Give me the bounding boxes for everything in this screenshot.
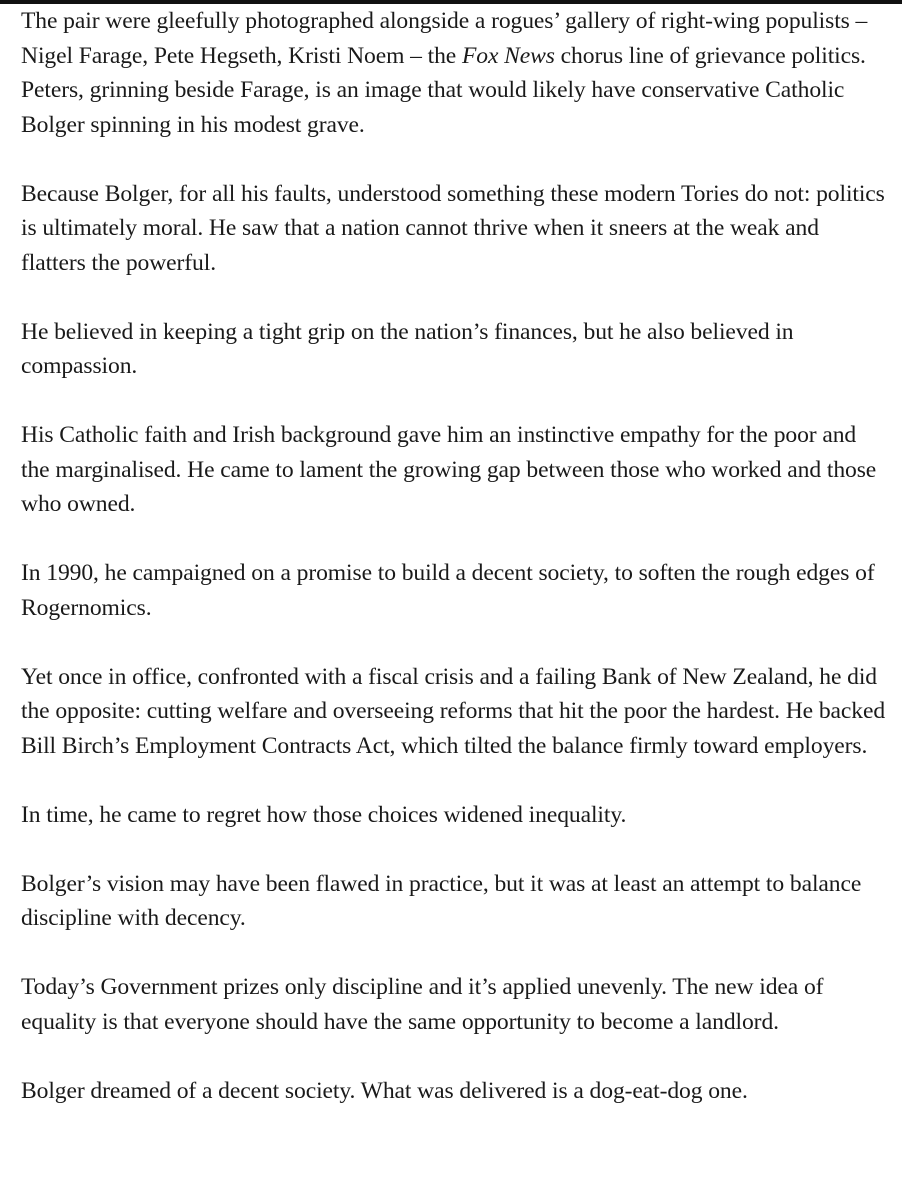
paragraph-2: Because Bolger, for all his faults, understood something these modern Tories do not: politics is ultimately moral. He saw that a nation cannot thrive when it sneers at the weak and flatters the powerful. xyxy=(21,180,885,276)
paragraph-9: Today’s Government prizes only discipline and it’s applied unevenly. The new idea of equality is that everyone should have the same opportunity to become a landlord. xyxy=(21,974,824,1035)
article-body xyxy=(21,4,887,1108)
paragraph-1 xyxy=(21,4,887,142)
paragraph-4: His Catholic faith and Irish background gave him an instinctive empathy for the poor and the marginalised. He came to lament the growing gap between those who worked and those who owned. xyxy=(21,422,877,517)
paragraph-1-text-start: The pair were gleefully photographed alongside a rogues’ gallery of right-wing populists – Nigel Farage, Pete Hegseth, Kristi Noem – the xyxy=(21,8,868,69)
paragraph-7: In time, he came to regret how those choices widened inequality. xyxy=(21,801,627,828)
paragraph-3: He believed in keeping a tight grip on the nation’s finances, but he also believed in compassion. xyxy=(21,318,794,379)
paragraph-5: In 1990, he campaigned on a promise to build a decent society, to soften the rough edges of Rogernomics. xyxy=(21,560,875,621)
paragraph-10: Bolger dreamed of a decent society. What was delivered is a dog-eat-dog one. xyxy=(21,1077,748,1104)
paragraph-6: Yet once in office, confronted with a fiscal crisis and a failing Bank of New Zealand, he did the opposite: cutting welfare and overseeing reforms that hit the poor the hardest. He backed Bill Birch’s Employment Contracts Act, which tilted the balance firmly toward employers. xyxy=(21,663,886,759)
publication-name-italic: Fox News xyxy=(461,42,555,69)
paragraph-1-text-end: chorus line of grievance politics. Peters, grinning beside Farage, is an image that would likely have conservative Catholic Bolger spinning in his modest grave. xyxy=(21,42,866,138)
paragraph-8: Bolger’s vision may have been flawed in practice, but it was at least an attempt to balance discipline with decency. xyxy=(21,870,862,931)
